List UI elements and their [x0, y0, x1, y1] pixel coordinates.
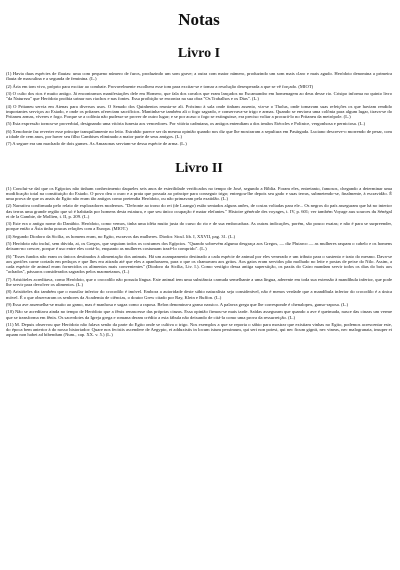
note-item: (1) Conclui-se daí que os Egípcios não tinham conhecimento daqueles seis anos de esterilidade verificados no tempo de José, segundo a Bíblia. Foram eles, entretanto, famosos, chegando a determinar uma modificação total na constituição do Estado. O povo deu o ouro e a prata que possuía ao príncipe para conseguir trigo; entregou-lhe depois seu gado e suas terras, submetendo-se, finalmente, à escravidão. É uma prova de que os anais do Egito não eram tão antigos como pretendia Heródoto, ou não primavam pela exatidão. (L.): [6, 185, 392, 201]
note-item: (5) Heródoto não incluí, sem dúvida, ai, os Gregos, que seguiam todos os costumes dos Egípcios. "Quando sobrevém alguma desgraça aos Gregos, — diz Plutarco — as mulheres raspam o cabelo e os homens deixam-no crescer, porque é uso entre eles cortá-lo, enquanto as mulheres costumam trazê-lo comprido". (L.): [6, 241, 392, 252]
note-item: (2) Narrativa confirmada pelo relato de exploradores modernos. "Defronte ao trono do rei (de Loango) estão sentados alguns anões, de costas voltadas para ele... Os negros do país asseguram que há no interior das terras uma grande região que só é habitada por homens desta estatura, e que seu único ocupação é matar elefantes." Histoire générale des voyages, t. IV, p. 601; ver também Voyage aux sources du Sénégal et de la Gambie, de Mollien, t. II, p. 209. (L.): [6, 203, 392, 219]
note-item: (11) M. Depuis observou que Heródoto não falava senão da parte do Egito onde se cultiva o trigo. Nos exemplos a que se reporta o sábio para mostrar que existiam vinhas no Egito, podemos acrescentar este, do época bem anterior à do nosso historiador: Quare nos fecistis ascendere de Aegypto, et adduxistis in locum istum pessimum, qui seri non potest, qui nec ficum gignit, nec vineas, nec malogranata, insuper et aquam non habet ad bibendum (Num., cap. XX. v. 5.) (L.): [6, 321, 392, 338]
section-title: Livro II: [175, 160, 223, 176]
note-item: (10) Não se acreditava ainda no tempo de Heródoto que a fênix renascesse das próprias cinzas. Essa opinião firmou-se mais tarde. Saídas asseguram que quando a ave é queimada, nasce das cinzas um verme que se transforma em fênix. Os sacerdotes da Igreja grega e romana deram crédito a esta fábula não deixando de citá-la como uma prova da ressurreição. (L.): [6, 309, 392, 320]
notes-list: [6, 71, 392, 147]
section-livro-ii: [6, 161, 392, 338]
note-item: (6) "Esses fundos não eram os únicos destinados à alimentação dos animais. Há um acampamento destinado a cada espécie de animal por eles venerado e um tributo para o sustento e trato do mesmo. Dava-se aos gaviões carne cortada em pedaços e que lhes era atirada até que eles a apanhassem, para o que os chamavam aos gritos. Aos gatos eram servidos pão molhado no leite e postas de peixe do Nilo. Assim, a cada espécie de animal eram fornecidos os alimentos mais convenientes" (Diodoro da Sicília, Liv. I.). Como vestígio dessa antiga superstição, os paxás do Cairo mandam servir todos os dias do bois aos "achados", pássaros considerados sagrados pelos maometanos, (L.): [6, 253, 392, 275]
section-title: Livro I: [177, 46, 221, 61]
note-item: (7) Aristóteles acreditava, como Heródoto, que o crocodilo não possuía língua. Este animal tem uma substância carnuda semelhante a uma língua, aderente em toda sua extensão à mandíbula inferior, que pode lhe servir para devolver os alimentos. (L.): [6, 276, 392, 287]
section-livro-i: [6, 46, 392, 147]
note-item: (9) Essa ave assemelha-se muito ao gamo, mas é manhosa e sagaz como a raposa. Belon denomina-a ganso nassico. A palavra grega que lhe corresponde é chenalopex, ganso-raposa. (L.): [6, 301, 349, 307]
note-item: (3) O culto dos rios é muito antigo. Já encontramos manifestações dele em Homero, que fala dos cavalos que eram lançados no Escamandro em homenagem ao deus desse rio. Crisipo informa no quinto livro "da Natureza" que Heródoto proibia urinar nos riachos e nas fontes. Essa proibição se encontra na sua obra "Os Trabalhos e os Dias". (L.): [6, 90, 392, 102]
note-item: (3) Este era o antigo nome do Danúbio. Heródoto, como vemos, tinha uma idéia muito justa do curso do rio e de sua embocadura. As outras indicações, porém, são pouco exatas; e não é para se surpreender, porque então a Ásia tinha poucas relações com a Europa. (MIOT.): [6, 221, 392, 232]
note-item: (4) O Pritaneu servia em Atenas para diversos usos. O Senado dos Quinhentos reunia-se ali. Próximo à sala onde tinham assento, via-se o Tholus, onde tomavam suas refeições os que haviam rendido importantes serviços ao Estado, e onde os prítanes ofereciam sacrifícios. Mantinha-se também ali o fogo sagrado, e conservava-se trigo e armas. Quando se enviava uma colônia para algum lugar, tirava-se do Pritaneu armas, víveres e fogo. Porque se a colônia não pudesse se prover de outro lugar; e se por acaso o fogo se extinguisse, era preciso voltar a procurá-lo no Pritaneu da metrópole. (L.): [6, 103, 392, 119]
note-item: (6) Xenofonte faz reverter esse príncipe tranquilamente no leito. Estrabão parece ser da mesma opinião quando nos diz que lhe mostraram a sepultura em Pasárgada. Luciano descreve-o morrendo de pesar, com a idade de cem anos, por haver seu filho Cambises eliminado a maior parte de seus amigos. (L.): [6, 128, 392, 139]
note-item: (4) Segundo Diodoro da Sicília, os homens eram, no Egito, escravos das mulheres. Diodor. Sicul. lib. I, XXVII, pag. 31. (L.): [6, 233, 236, 239]
note-item: (7) A segure era um machado de dois gumes. As Amazonas serviam-se dessa espécie de arma. (L.): [6, 141, 187, 147]
notes-list: [6, 186, 392, 338]
page-title: Notas: [178, 10, 220, 29]
note-item: (2) Ária em tom vivo, próprio para excitar ao combate. Provavelmente escolhera esse tom para excitar-se e tomar a resolução desesperada a que se vê forçado. (MIOT): [6, 83, 314, 89]
note-item: (5) Esta expressão tornou-se proverbial, designando uma vitória funesta aos vencedores. Por vitória cadmiana, os antigos entendiam a dos irmãos Etéocles e Polinice, vergonhosa e perniciosa. (L.): [6, 121, 366, 127]
note-item: (1) Havia duas espécies de flautas: uma com pequeno número de furos, produzindo um som grave; a outra com maior número, produzindo um som mais claro e mais agudo. Heródoto denomina a primeira flauta de masculina e a segunda de feminina. (L.): [6, 71, 392, 82]
note-item: (8) Aristóteles diz também que o maxilar inferior do crocodilo é imóvel. Embora a autoridade deste sábio naturalista seja considerável, não é menos verdade que a mandíbula inferior do crocodilo é a única móvel. É o que observaram os senhores da Academia de ciências, o doutor Grew citado por Ray, Klein e Buffon. (L.): [6, 289, 392, 300]
